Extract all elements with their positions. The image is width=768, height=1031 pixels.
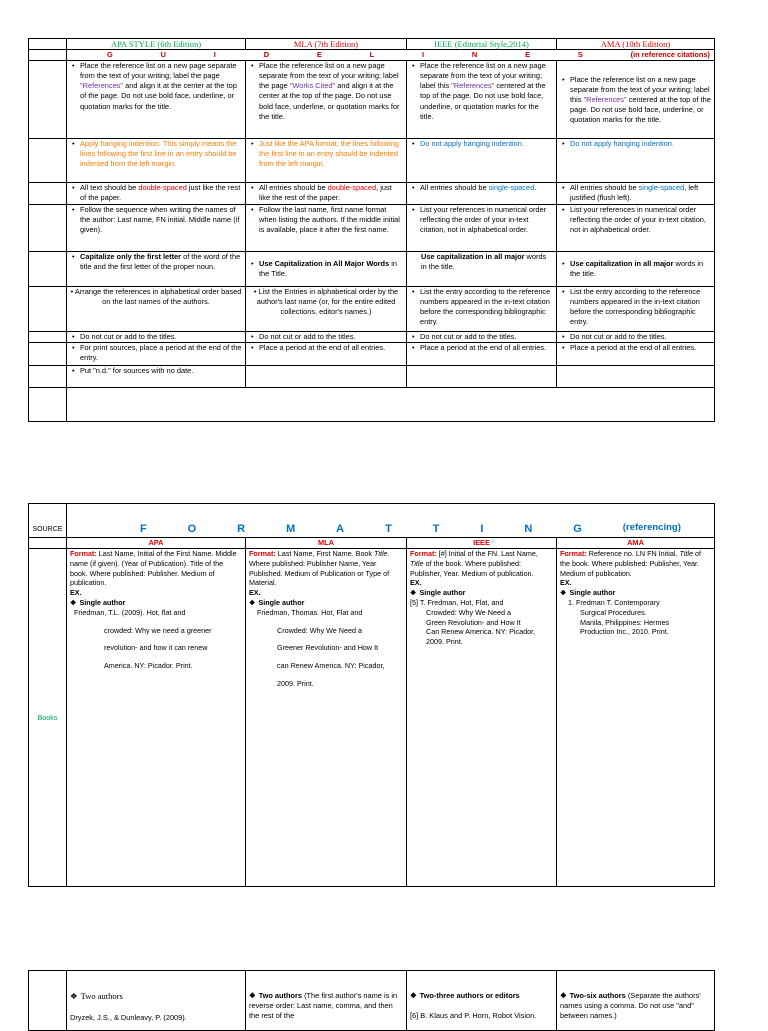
title-letter: E — [316, 50, 322, 60]
mla-header: MLA (7th Edition) — [246, 39, 407, 50]
guideline-item: • Do not cut or add to the titles. — [259, 332, 403, 342]
title-letter: A — [336, 523, 345, 536]
mla-books-cell: Format: Last Name, First Name. Book Title. Where published: Publisher Name, Year Published. Medium of Publication or Type of Material. EX. ❖ Single author Friedman, Thomas. Hot, Flat and Crowded: Why We Need a Greener Revolution- and How It can Renew America. NY: Picador, 2009. Print. — [246, 549, 407, 887]
guideline-item: • Place a period at the end of all entries. — [570, 343, 711, 353]
title-letter: T — [385, 523, 392, 536]
guideline-item: • Put "n.d." for sources with no date. — [80, 366, 242, 376]
guideline-item: • Place a period at the end of all entries. — [259, 343, 403, 353]
title-letter: T — [432, 523, 440, 536]
guideline-item: • Place the reference list on a new page separate from the text of your writing; label this "References" centered at the top of the page. Do not use bold face, underline, or quotation marks for the title. — [570, 75, 711, 125]
guideline-item: • Place the reference list on a new page separate from the text of your writing; label the page "References" and align it at the center at the top of the page. Do not use bold face, underline, or quotation marks for the title. — [80, 61, 242, 111]
title-letter: G — [107, 50, 113, 60]
guideline-item: • Do not cut or add to the titles. — [570, 332, 711, 342]
title-letter: I — [213, 50, 216, 60]
guideline-item: • Follow the last name, first name format when listing the authors. If the middle initial is available, place it after the first name. — [259, 205, 403, 235]
guideline-item: • Use capitalization in all major words in the title. — [570, 259, 711, 279]
guideline-item: • List your references in numerical order reflecting the order of your in-text citation, not in alphabetical order. — [570, 205, 711, 235]
guideline-item: • List the entry according to the reference numbers appeared in the in-text citation before the corresponding bibliographic entry. — [420, 287, 553, 327]
guideline-row — [29, 366, 715, 388]
formatting-title-row — [29, 504, 715, 538]
guidelines-header-row — [29, 39, 715, 50]
title-letter: N — [471, 50, 478, 60]
ieee-two-authors-cell: ❖ Two-three authors or editors [6] B. Klaus and P. Horn, Robot Vision. — [407, 971, 557, 1031]
formatting-continued-table — [28, 970, 715, 1031]
guideline-item: • Do not cut or add to the titles. — [420, 332, 553, 342]
ieee-header: IEEE (Editorial Style,2014) — [407, 39, 557, 50]
title-letter: I — [480, 523, 484, 536]
title-letter: O — [187, 523, 197, 536]
guideline-item: • Just like the APA format, the lines following the first line in an entry should be indented from the left margin. — [259, 139, 403, 169]
title-letter: N — [524, 523, 533, 536]
guideline-row — [29, 252, 715, 287]
guideline-row — [29, 139, 715, 183]
formatting-title — [70, 522, 711, 537]
ama-two-authors-cell: ❖ Two-six authors (Separate the authors' names using a comma. Do not use "and" between names.) — [557, 971, 715, 1031]
guideline-empty-row — [29, 388, 715, 422]
mla-header: MLA — [246, 538, 407, 549]
title-letter: M — [286, 523, 296, 536]
ama-header: AMA — [557, 538, 715, 549]
formatting-table — [28, 503, 715, 887]
apa-books-cell: Format: Last Name, Initial of the First Name. Middle name (if given). (Year of Publication). Title of the book. Where published: Publisher. Medium of publication. EX. ❖ Single author Friedman, T.L. (2009). Hot, flat and crowded: Why we need a greener revolution- and how it can renew America. NY: Picador. Print. — [67, 549, 246, 887]
guideline-item: • For print sources, place a period at the end of the entry. — [80, 343, 242, 363]
guidelines-title — [67, 50, 715, 61]
guideline-row — [29, 183, 715, 205]
guideline-item: • Do not apply hanging indention. — [420, 139, 553, 149]
guideline-item: • Arrange the references in alphabetical order based on the last names of the authors. — [70, 287, 242, 307]
apa-header: APA STYLE (6th Edition) — [67, 39, 246, 50]
source-label: SOURCE — [29, 504, 67, 538]
guideline-row — [29, 343, 715, 366]
row-label-books: Books — [29, 549, 67, 887]
ama-books-cell: Format: Reference no. LN FN Initial. Title of the book. Where published: Publisher, Year. Medium of publication. EX. ❖ Single author 1. Fredman T. Contemporary Surgical Procedures. Manila, Philippines: Hermes Production Inc., 2010. Print. — [557, 549, 715, 887]
apa-header: APA — [67, 538, 246, 549]
guideline-item: • Do not apply hanging indention. — [570, 139, 711, 149]
guidelines-title-row — [29, 50, 715, 61]
ieee-books-cell: Format: [#] Initial of the FN. Last Name, Title of the book. Where published: Publisher, Year. Medium of publication. EX. ❖ Single author [5] T. Fredman, Hot, Flat, and Crowded: Why We Need a Green Revolution- and How It Can Renew America. NY: Picador, 2009. Print. — [407, 549, 557, 887]
guideline-item: • List your references in numerical order reflecting the order of your in-text citation, not in alphabetical order. — [420, 205, 553, 235]
ieee-header: IEEE — [407, 538, 557, 549]
title-letter: G — [573, 523, 582, 536]
guideline-item: • Place the reference list on a new page separate from the text of your writing; label this "References" centered at the top of the page. Do not use bold face, underline, or quotation marks for the title. — [420, 61, 553, 121]
guideline-item: • All entries should be single-spaced. — [420, 183, 553, 193]
title-letter: D — [263, 50, 270, 60]
guideline-item: • List the entry according to the reference numbers appeared in the in-text citation before the corresponding bibliographic entry. — [570, 287, 711, 327]
guideline-item: • Use Capitalization in All Major Words in the Title. — [259, 259, 403, 279]
guideline-row — [29, 205, 715, 252]
formatting-header-row — [29, 538, 715, 549]
guideline-item: • Capitalize only the first letter of the word of the title and the first letter of the proper noun. — [80, 252, 242, 272]
ama-header: AMA (10th Edition) — [557, 39, 715, 50]
title-letter: L — [369, 50, 375, 60]
guideline-item: • All entries should be single-spaced, left justified (flush left). — [570, 183, 711, 203]
guideline-item: • List the Entries in alphabetical order by the author's last name (or, for the entire edited collections, editor's names.) — [253, 287, 399, 317]
guideline-item: • Place a period at the end of all entries. — [420, 343, 553, 353]
title-letter: E — [525, 50, 531, 60]
guideline-row — [29, 61, 715, 139]
guideline-item: • Apply hanging indention. This simply means the lines following the first line in an entry should be indented from the left margin. — [80, 139, 242, 169]
title-letter: F — [140, 523, 147, 536]
guideline-item: Use capitalization in all major words in the title. — [421, 252, 547, 272]
two-authors-row — [29, 971, 715, 1031]
mla-two-authors-cell: ❖ Two authors (The first author's name is in reverse order: Last name, comma, and then the rest of the — [246, 971, 407, 1031]
guideline-item: • Follow the sequence when writing the names of the author: Last name, FN initial. Middle name (if given). — [80, 205, 242, 235]
title-note: (in reference citations) — [630, 50, 710, 60]
apa-two-authors-cell: ❖ Two authors Dryzek, J.S., & Dunleavy, P. (2009). — [67, 971, 246, 1031]
guidelines-table — [28, 38, 715, 422]
guideline-item: • Place the reference list on a new page separate from the text of your writing; label the page "Works Cited" and align it at the center at the top of the page. Do not use bold face, underline, or quotation marks for the title. — [259, 61, 403, 121]
title-letter: S — [577, 50, 583, 60]
title-letter: U — [160, 50, 166, 60]
guideline-item: • All entries should be double-spaced, just like the rest of the paper. — [259, 183, 403, 203]
guideline-row — [29, 287, 715, 332]
guideline-item: • All text should be double-spaced just like the rest of the paper. — [80, 183, 242, 203]
guideline-item: • Do not cut or add to the titles. — [80, 332, 242, 342]
title-letter: R — [237, 523, 246, 536]
guideline-row — [29, 332, 715, 343]
title-letter: I — [422, 50, 425, 60]
title-suffix: (referencing) — [622, 522, 681, 534]
books-row — [29, 549, 715, 887]
